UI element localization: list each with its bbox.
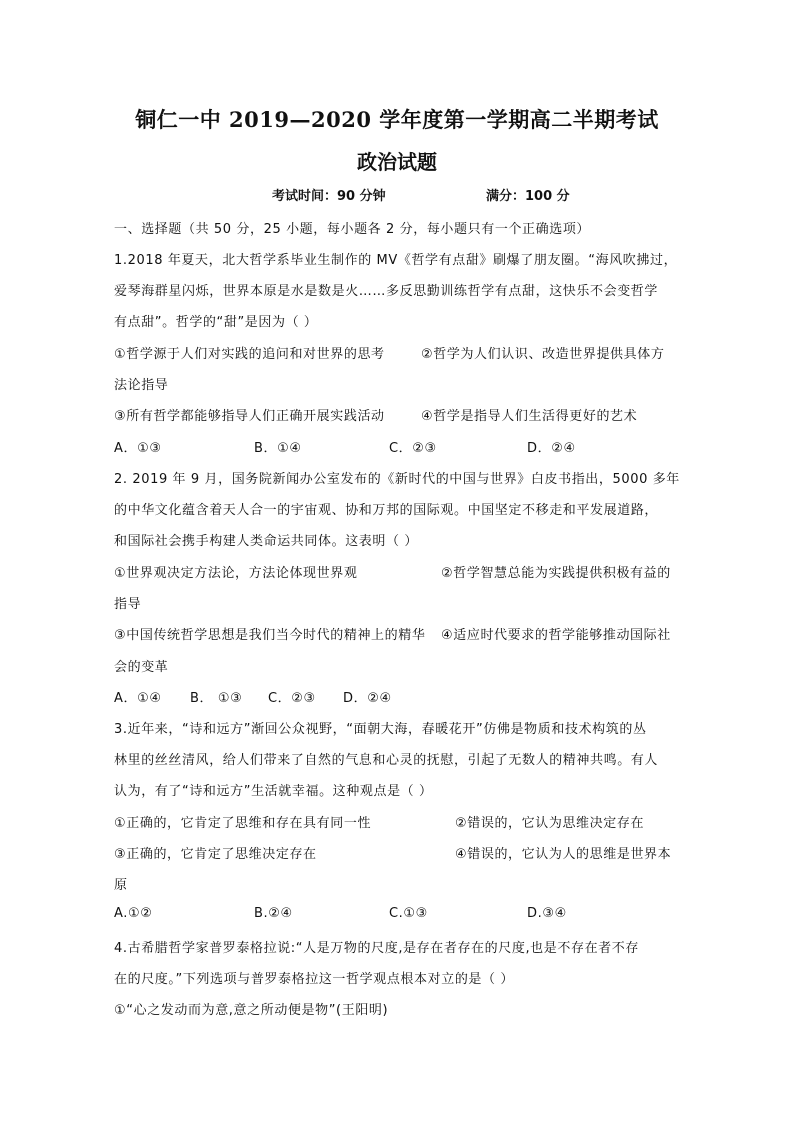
q3-option-b: B.②④ bbox=[254, 906, 293, 921]
exam-time: 考试时间：90 分钟 bbox=[272, 189, 386, 204]
q3-statement-2: ②错误的，它认为思维决定存在 bbox=[455, 816, 645, 831]
exam-title: 铜仁一中 2019—2020 学年度第一学期高二半期考试 bbox=[135, 107, 659, 132]
q1-option-b: B．①④ bbox=[254, 441, 302, 456]
q3-stem-line1: 3.近年来，“诗和远方”渐回公众视野，“面朝大海，春暖花开”仿佛是物质和技术构筑的丛 bbox=[114, 722, 647, 737]
q1-stem-line2: 爱琴海群星闪烁，世界本原是水是数是火……多反思勤训练哲学有点甜，这快乐不会变哲学 bbox=[114, 284, 659, 299]
q4-stem-line1: 4.古希腊哲学家普罗泰格拉说:“人是万物的尺度,是存在者存在的尺度,也是不存在者不存 bbox=[114, 941, 639, 956]
exam-subtitle: 政治试题 bbox=[357, 150, 437, 174]
q3-option-c: C.①③ bbox=[389, 906, 428, 921]
section-heading: 一、选择题（共 50 分，25 小题，每小题各 2 分，每小题只有一个正确选项） bbox=[114, 222, 591, 237]
q3-option-d: D.③④ bbox=[527, 906, 567, 921]
q2-statement-2-cont: 指导 bbox=[114, 597, 142, 612]
q1-option-d: D．②④ bbox=[527, 441, 576, 456]
q3-stem-line2: 林里的丝丝清风，给人们带来了自然的气息和心灵的抚慰，引起了无数人的精神共鸣。有人 bbox=[114, 753, 659, 768]
q3-statement-1: ①正确的，它肯定了思维和存在具有同一性 bbox=[114, 816, 372, 831]
q2-statement-1: ①世界观决定方法论，方法论体现世界观 bbox=[114, 566, 358, 581]
q3-statement-3: ③正确的，它肯定了思维决定存在 bbox=[114, 847, 317, 862]
q2-statement-4: ④适应时代要求的哲学能够推动国际社 bbox=[441, 628, 671, 643]
q2-option-a: A．①④ bbox=[114, 691, 162, 706]
q2-option-d: D．②④ bbox=[343, 691, 392, 706]
q1-stem-line1: 1.2018 年夏天，北大哲学系毕业生制作的 MV《哲学有点甜》刷爆了朋友圈。“海风吹拂过， bbox=[114, 253, 678, 268]
q3-option-a: A.①② bbox=[114, 906, 153, 921]
exam-score: 满分：100 分 bbox=[486, 189, 570, 204]
q1-statement-2-cont: 法论指导 bbox=[114, 378, 169, 393]
q3-statement-4-cont: 原 bbox=[114, 878, 128, 893]
q3-statement-4: ④错误的，它认为人的思维是世界本 bbox=[455, 847, 672, 862]
q2-stem-line2: 的中华文化蕴含着天人合一的宇宙观、协和万邦的国际观。中国坚定不移走和平发展道路， bbox=[114, 503, 659, 518]
q4-stem-line2: 在的尺度。”下列选项与普罗泰格拉这一哲学观点根本对立的是（ ） bbox=[114, 972, 514, 987]
q1-statement-4: ④哲学是指导人们生活得更好的艺术 bbox=[421, 409, 638, 424]
q2-stem-line3: 和国际社会携手构建人类命运共同体。这表明（ ） bbox=[114, 534, 418, 549]
q2-option-b: B． ①③ bbox=[190, 691, 243, 706]
q2-statement-3: ③中国传统哲学思想是我们当今时代的精神上的精华 bbox=[114, 628, 426, 643]
q2-statement-4-cont: 会的变革 bbox=[114, 660, 169, 675]
q1-statement-2: ②哲学为人们认识、改造世界提供具体方 bbox=[421, 347, 665, 362]
q1-option-a: A．①③ bbox=[114, 441, 162, 456]
q1-statement-3: ③所有哲学都能够指导人们正确开展实践活动 bbox=[114, 409, 385, 424]
q4-statement-1: ①“心之发动而为意,意之所动便是物”(王阳明) bbox=[114, 1003, 389, 1018]
q2-stem-line1: 2. 2019 年 9 月，国务院新闻办公室发布的《新时代的中国与世界》白皮书指出，5000 多年 bbox=[114, 472, 680, 487]
q3-stem-line3: 认为，有了“诗和远方”生活就幸福。这种观点是（ ） bbox=[114, 784, 433, 799]
q1-stem-line3: 有点甜”。哲学的“甜”是因为（ ） bbox=[114, 315, 318, 330]
q1-statement-1: ①哲学源于人们对实践的追问和对世界的思考 bbox=[114, 347, 385, 362]
q1-option-c: C．②③ bbox=[389, 441, 437, 456]
q2-option-c: C．②③ bbox=[268, 691, 316, 706]
q2-statement-2: ②哲学智慧总能为实践提供积极有益的 bbox=[441, 566, 671, 581]
